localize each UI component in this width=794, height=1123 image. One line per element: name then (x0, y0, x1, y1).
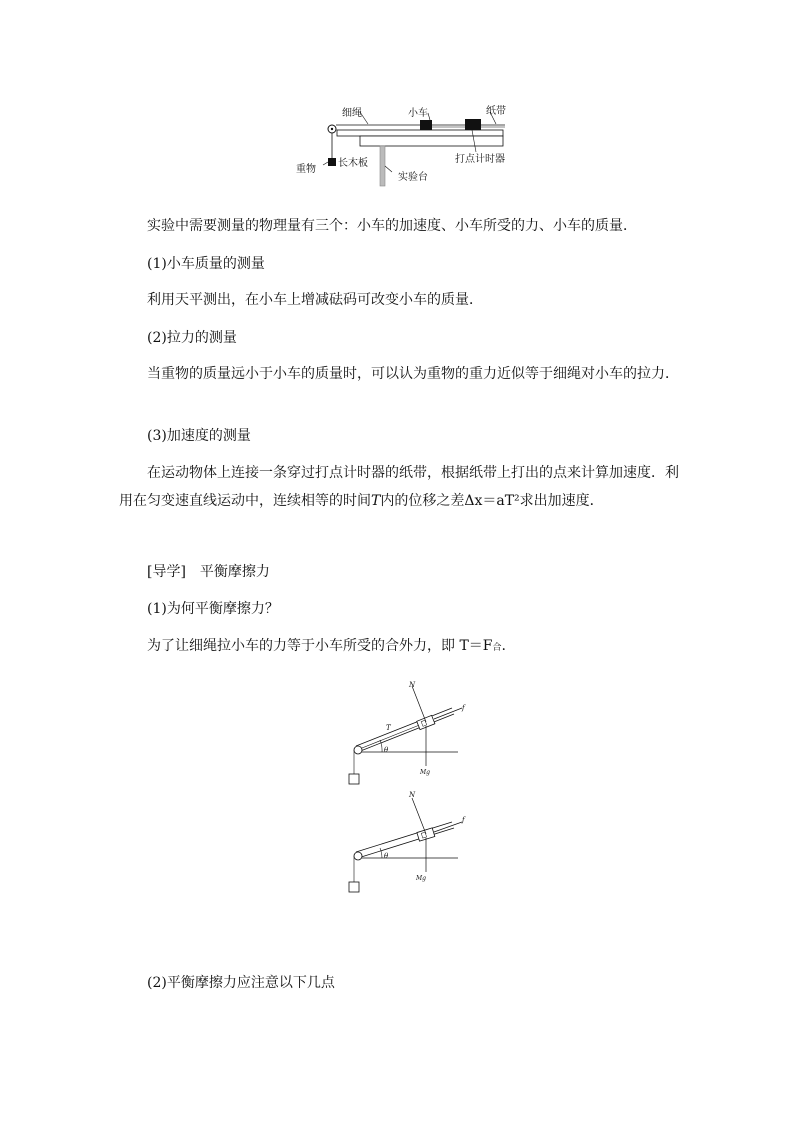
hanging-weight (349, 882, 359, 892)
incline-figure-top (340, 678, 480, 790)
label-T: T (386, 724, 391, 732)
label-theta: θ (384, 746, 389, 754)
incline-plane (356, 822, 452, 852)
cart-block (420, 120, 432, 130)
long-board (337, 130, 503, 136)
label-table: 实验台 (398, 172, 428, 183)
label-board: 长木板 (338, 158, 368, 169)
timer-block (465, 119, 481, 130)
guide-answer-1: 为了让细绳拉小车的力等于小车所受的合外力，即 T＝F合. (147, 638, 506, 654)
section-heading-tension: (2)拉力的测量 (147, 330, 237, 346)
mass-paragraph: 利用天平测出，在小车上增减砝码可改变小车的质量． (147, 292, 483, 308)
intro-paragraph: 实验中需要测量的物理量有三个：小车的加速度、小车所受的力、小车的质量． (147, 218, 637, 234)
label-timer: 打点计时器 (455, 154, 505, 165)
incline-figure-bottom (340, 788, 480, 900)
apparatus-figure (290, 100, 520, 190)
label-weight: 重物 (296, 164, 316, 175)
label-theta: θ (384, 852, 389, 860)
label-f: f (462, 816, 465, 824)
hanging-weight (349, 774, 359, 784)
label-cart: 小车 (408, 108, 428, 119)
acceleration-paragraph: 在运动物体上连接一条穿过打点计时器的纸带，根据纸带上打出的点来计算加速度．利用在匀变速直线运动中，连续相等的时间T内的位移之差Δx＝aT²求出加速度． (119, 465, 679, 509)
lab-table-leg (380, 146, 385, 186)
pulley (354, 852, 362, 860)
guide-question-2: (2)平衡摩擦力应注意以下几点 (147, 975, 335, 991)
label-Mg: Mg (420, 769, 430, 776)
section-heading-acceleration: (3)加速度的测量 (147, 428, 251, 444)
guide-title: [导学] 平衡摩擦力 (147, 564, 270, 580)
label-f: f (462, 704, 465, 712)
weight-block (328, 158, 336, 166)
guide-question-1: (1)为何平衡摩擦力？ (147, 601, 279, 617)
label-N: N (409, 791, 416, 799)
label-Mg: Mg (416, 875, 426, 882)
section-heading-mass: (1)小车质量的测量 (147, 256, 265, 272)
label-N: N (409, 681, 416, 689)
tension-paragraph: 当重物的质量远小于小车的质量时，可以认为重物的重力近似等于细绳对小车的拉力． (147, 366, 679, 382)
label-tape: 纸带 (486, 106, 506, 117)
pulley (354, 746, 362, 754)
label-rope: 细绳 (342, 108, 362, 119)
incline-plane (356, 708, 452, 746)
